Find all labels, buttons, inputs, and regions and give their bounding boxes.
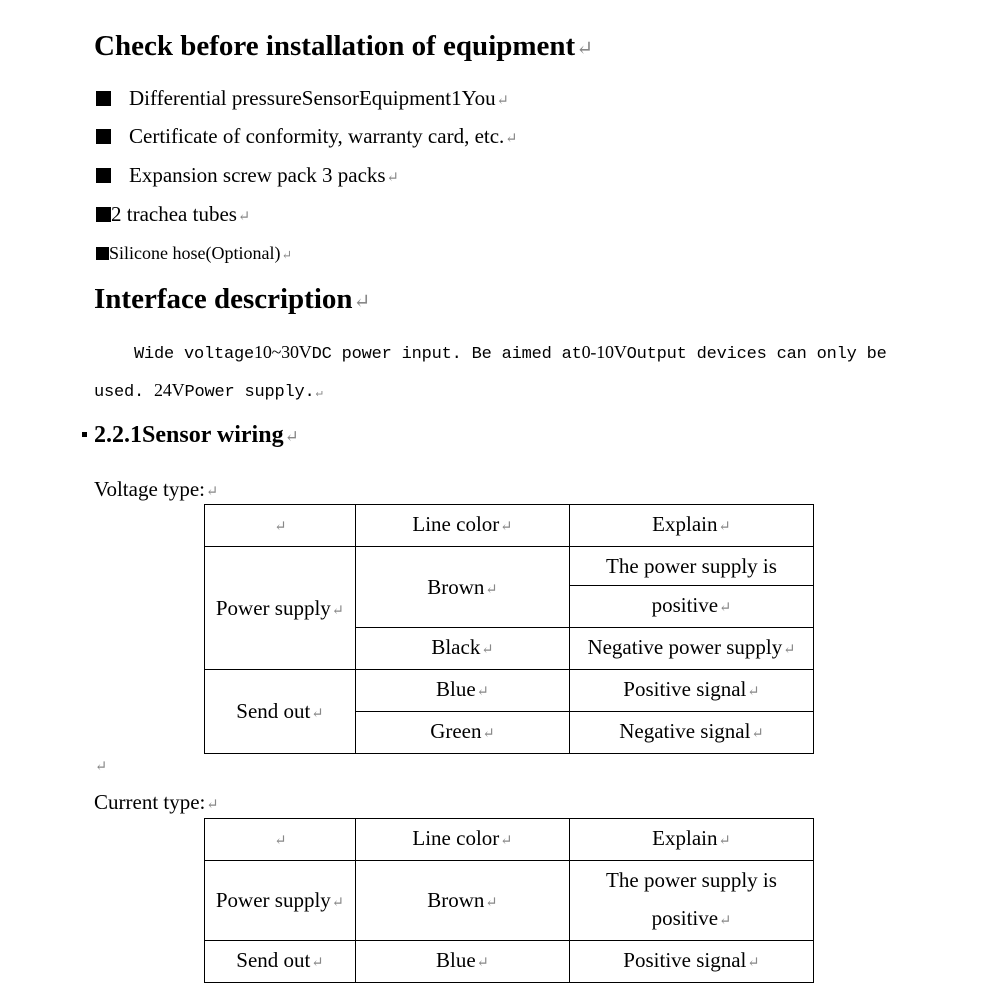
return-mark-icon: ↵ [274, 833, 287, 849]
interface-paragraph-line1 [134, 342, 887, 364]
explain-cell: positive↵ [570, 586, 814, 628]
group-cell-send-out: Send out↵ [205, 670, 356, 754]
heading-text: Interface description [94, 283, 353, 315]
return-mark-icon: ↵ [718, 833, 731, 849]
square-bullet-icon [96, 129, 111, 144]
color-cell: Black↵ [356, 628, 570, 670]
return-mark-icon: ↵ [751, 726, 764, 742]
return-mark-icon: ↵ [353, 291, 371, 313]
checklist-item [96, 163, 399, 188]
voltage-type-label [94, 477, 218, 502]
color-cell: Brown↵ [356, 861, 570, 941]
heading-marker-icon [82, 432, 87, 437]
explain-cell: The power supply is [570, 861, 814, 900]
return-mark-icon: ↵ [485, 895, 498, 911]
return-mark-icon: ↵ [284, 427, 299, 446]
return-mark-icon: ↵ [206, 797, 219, 813]
table-header-row [205, 505, 814, 547]
para-text: DC power input. Be aimed at [311, 345, 582, 364]
square-bullet-icon [96, 91, 111, 106]
table-header-cell: Explain↵ [570, 819, 814, 861]
color-cell: Brown↵ [356, 547, 570, 628]
item-text: Silicone hose(Optional) [109, 243, 281, 263]
return-mark-icon: ↵ [505, 131, 518, 147]
return-mark-icon: ↵ [206, 484, 219, 500]
checklist-item [96, 202, 250, 227]
table-header-cell: Explain↵ [570, 505, 814, 547]
return-mark-icon: ↵ [783, 642, 796, 658]
explain-cell: Positive signal↵ [570, 670, 814, 712]
empty-paragraph [94, 752, 107, 777]
table-header-cell: Line color↵ [356, 505, 570, 547]
color-cell: Green↵ [356, 712, 570, 754]
table-row [205, 941, 814, 983]
return-mark-icon: ↵ [482, 726, 495, 742]
square-bullet-icon [96, 207, 111, 222]
heading-text: Check before installation of equipment [94, 30, 576, 62]
para-text: 0-10V [581, 342, 627, 362]
label-text: Current type: [94, 790, 206, 814]
table-row [205, 670, 814, 712]
color-cell: Blue↵ [356, 670, 570, 712]
interface-paragraph-line2 [94, 380, 322, 402]
item-text: Certificate of conformity, warranty card, etc. [129, 124, 505, 148]
current-type-label [94, 790, 219, 815]
explain-cell: Negative power supply↵ [570, 628, 814, 670]
square-bullet-icon [96, 168, 111, 183]
return-mark-icon: ↵ [331, 895, 345, 911]
return-mark-icon: ↵ [747, 955, 760, 971]
heading-text: 2.2.1Sensor wiring [94, 422, 284, 448]
return-mark-icon: ↵ [576, 38, 594, 60]
para-text: 24V [154, 380, 185, 400]
return-mark-icon: ↵ [747, 684, 760, 700]
section-heading-interface [94, 283, 371, 316]
group-cell-send-out: Send out↵ [205, 941, 356, 983]
return-mark-icon: ↵ [496, 93, 509, 109]
return-mark-icon: ↵ [485, 581, 498, 598]
return-mark-icon: ↵ [95, 759, 108, 775]
para-text: 10~30V [254, 342, 312, 362]
explain-cell: Positive signal↵ [570, 941, 814, 983]
explain-cell: The power supply is [570, 547, 814, 586]
table-header-cell: Line color↵ [356, 819, 570, 861]
checklist-item [96, 86, 509, 111]
group-cell-power-supply: Power supply↵ [205, 547, 356, 670]
current-wiring-table [204, 818, 814, 983]
return-mark-icon: ↵ [476, 955, 489, 971]
return-mark-icon: ↵ [481, 642, 494, 658]
section-heading-wiring [94, 422, 299, 449]
return-mark-icon: ↵ [718, 519, 731, 535]
para-text: Power supply. [184, 383, 315, 402]
return-mark-icon: ↵ [719, 600, 732, 616]
voltage-wiring-table [204, 504, 814, 754]
square-bullet-icon [96, 247, 109, 260]
return-mark-icon: ↵ [311, 955, 324, 971]
checklist-item [96, 124, 518, 149]
return-mark-icon: ↵ [281, 248, 293, 262]
return-mark-icon: ↵ [237, 209, 251, 225]
group-cell-power-supply: Power supply↵ [205, 861, 356, 941]
label-text: Voltage type: [94, 477, 206, 501]
return-mark-icon: ↵ [476, 684, 489, 700]
para-text: Output devices can only be [626, 345, 887, 364]
color-cell: Blue↵ [356, 941, 570, 983]
table-row [205, 861, 814, 900]
return-mark-icon: ↵ [274, 519, 287, 535]
return-mark-icon: ↵ [311, 706, 324, 722]
item-text: Differential pressureSensorEquipment1You [129, 86, 496, 110]
item-text: Expansion screw pack 3 packs [129, 163, 386, 187]
para-text: Wide voltage [134, 345, 255, 364]
return-mark-icon: ↵ [719, 913, 732, 929]
table-header-row [205, 819, 814, 861]
explain-cell: positive↵ [570, 899, 814, 941]
return-mark-icon: ↵ [500, 519, 513, 535]
return-mark-icon: ↵ [500, 833, 513, 849]
section-heading-check [94, 30, 593, 63]
checklist-item [96, 243, 292, 264]
return-mark-icon: ↵ [331, 602, 345, 619]
item-text: 2 trachea tubes [111, 202, 237, 226]
table-row [205, 547, 814, 586]
para-text: used. [94, 383, 145, 402]
return-mark-icon: ↵ [386, 170, 399, 186]
table-header-cell [205, 505, 356, 547]
explain-cell: Negative signal↵ [570, 712, 814, 754]
table-header-cell [205, 819, 356, 861]
return-mark-icon: ↵ [315, 386, 323, 400]
